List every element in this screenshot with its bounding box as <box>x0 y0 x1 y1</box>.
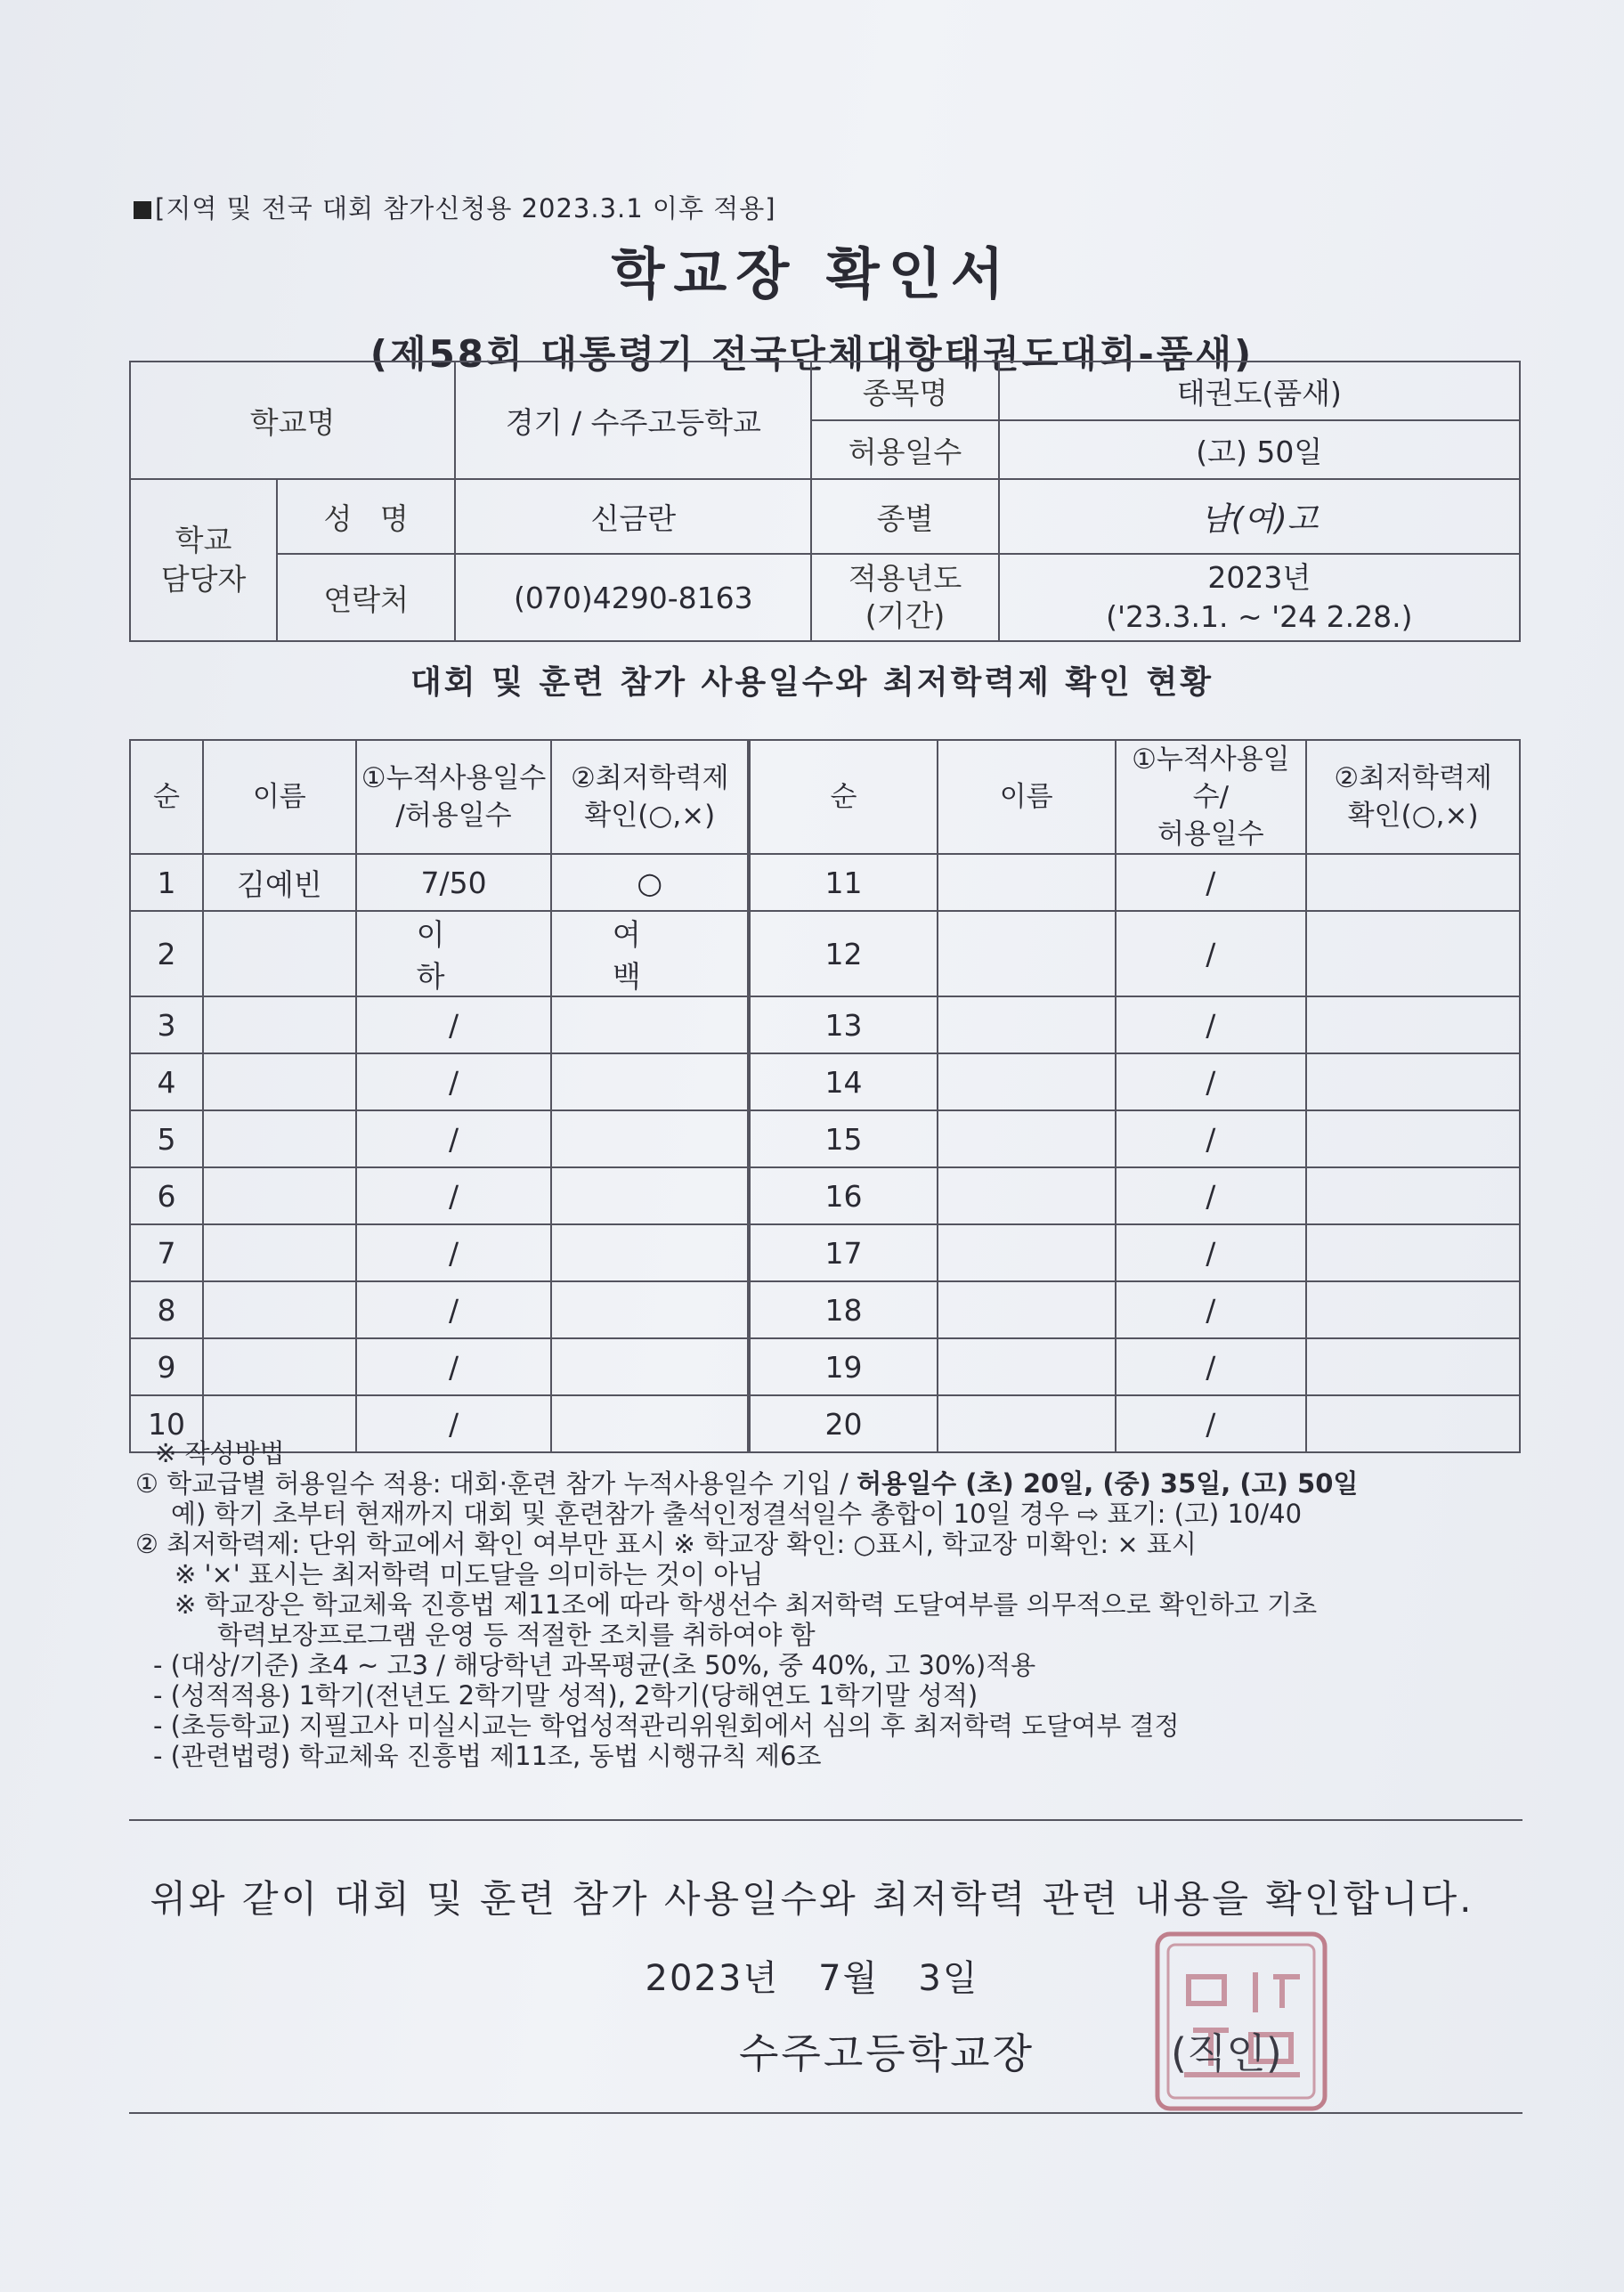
athlete-name-right <box>938 854 1116 911</box>
instruction-2-note-b-cont: 학력보장프로그램 운영 등 적절한 조치를 취하여야 함 <box>217 1620 816 1650</box>
sport-value: 태권도(품새) <box>999 362 1520 420</box>
year-value <box>999 554 1520 641</box>
days-used: / <box>356 1281 552 1338</box>
header-no: 순 <box>130 740 203 854</box>
header-check-line1: ②최저학력제 <box>571 762 729 794</box>
year-label-line1: 적용년도 <box>848 561 962 596</box>
header-check-line2: 확인(○,×) <box>584 800 716 832</box>
academic-check <box>551 1338 749 1395</box>
days-used <box>356 911 552 996</box>
detail-law: - (관련법령) 학교체육 진흥법 제11조, 동법 시행규칙 제6조 <box>153 1741 822 1771</box>
academic-check-right <box>1306 911 1520 996</box>
days-used-right: / <box>1116 1281 1307 1338</box>
gender-label: 종별 <box>811 479 998 554</box>
table-body <box>130 854 1520 1452</box>
section-title: 대회 및 훈련 참가 사용일수와 최저학력제 확인 현황 <box>410 664 1214 701</box>
row-number-right: 15 <box>749 1110 938 1167</box>
days-used-right: / <box>1116 1338 1307 1395</box>
days-used-right: / <box>1116 854 1307 911</box>
athlete-name <box>203 996 356 1053</box>
manager-label-line1: 학교 <box>175 523 232 557</box>
year-label-line2: (기간) <box>865 598 946 633</box>
academic-check <box>551 1281 749 1338</box>
year-value-line2: ('23.3.1. ~ '24 2.28.) <box>1106 599 1413 634</box>
athlete-name <box>203 911 356 996</box>
athlete-name <box>203 1053 356 1110</box>
row-number: 8 <box>130 1281 203 1338</box>
row-number-right: 17 <box>749 1224 938 1281</box>
academic-check-right <box>1306 1053 1520 1110</box>
athlete-name-right <box>938 996 1116 1053</box>
header-days <box>356 740 552 854</box>
row-number-right: 19 <box>749 1338 938 1395</box>
athlete-name-right <box>938 1281 1116 1338</box>
school-name-value: 경기 / 수주고등학교 <box>455 362 811 479</box>
academic-check <box>551 1053 749 1110</box>
header-days-line1: ①누적사용일수 <box>361 762 547 794</box>
days-used: 7/50 <box>356 854 552 911</box>
header-days-right-line1: ①누적사용일수/ <box>1132 744 1290 813</box>
days-used-right: / <box>1116 911 1307 996</box>
row-number: 2 <box>130 911 203 996</box>
blank-marker-below: 이 하 <box>416 917 491 994</box>
athlete-name-right <box>938 1224 1116 1281</box>
blank-marker-space: 여 백 <box>612 917 687 994</box>
days-used: / <box>356 1110 552 1167</box>
instruction-2-note-a: ※ '×' 표시는 최저학력 미도달을 의미하는 것이 아님 <box>175 1559 764 1589</box>
athlete-name <box>203 1167 356 1224</box>
days-used-right: / <box>1116 1167 1307 1224</box>
gender-value: 남(여)고 <box>999 479 1520 554</box>
academic-check-right <box>1306 1224 1520 1281</box>
form-usage-note <box>134 189 776 225</box>
row-number-right: 20 <box>749 1395 938 1452</box>
days-used: / <box>356 1224 552 1281</box>
year-label <box>811 554 998 641</box>
academic-check-right <box>1306 1110 1520 1167</box>
academic-check-right <box>1306 1338 1520 1395</box>
instructions <box>135 1438 1358 1771</box>
manager-label <box>130 479 277 641</box>
table-row <box>130 1110 1520 1167</box>
days-used-right: / <box>1116 996 1307 1053</box>
manager-label-line2: 담당자 <box>160 562 247 597</box>
header-days-right-line2: 허용일수 <box>1157 818 1264 850</box>
year-value-line1: 2023년 <box>1207 560 1311 595</box>
confirmation-statement: 위와 같이 대회 및 훈련 참가 사용일수와 최저학력 관련 내용을 확인합니다. <box>150 1877 1474 1921</box>
days-used-right: / <box>1116 1110 1307 1167</box>
header-days-right <box>1116 740 1307 854</box>
row-number: 5 <box>130 1110 203 1167</box>
header-days-line2: /허용일수 <box>395 800 512 832</box>
row-number: 6 <box>130 1167 203 1224</box>
divider-bottom <box>129 2112 1522 2114</box>
row-number: 4 <box>130 1053 203 1110</box>
academic-check <box>551 1167 749 1224</box>
row-number-right: 12 <box>749 911 938 996</box>
instruction-1-bold: 허용일수 (초) 20일, (중) 35일, (고) 50일 <box>857 1468 1359 1499</box>
athlete-name <box>203 1281 356 1338</box>
header-check <box>551 740 749 854</box>
academic-check <box>551 1110 749 1167</box>
confirmation-date: 2023년 7월 3일 <box>645 1958 979 1999</box>
detail-target: - (대상/기준) 초4 ~ 고3 / 해당학년 과목평균(초 50%, 중 40%, 고 30%)적용 <box>153 1650 1036 1680</box>
contact-name-value: 신금란 <box>455 479 811 554</box>
detail-grades: - (성적적용) 1학기(전년도 2학기말 성적), 2학기(당해연도 1학기말 성적) <box>153 1680 978 1711</box>
table-row <box>130 1167 1520 1224</box>
table-header-row <box>130 740 1520 854</box>
table-row <box>130 854 1520 911</box>
days-used: / <box>356 1338 552 1395</box>
row-number: 10 <box>130 1395 203 1452</box>
athlete-name-right <box>938 1167 1116 1224</box>
square-bullet-icon <box>134 201 151 219</box>
days-used: / <box>356 1053 552 1110</box>
row-number-right: 18 <box>749 1281 938 1338</box>
table-row <box>130 1053 1520 1110</box>
document-title: 학교장 확인서 <box>611 241 1013 306</box>
row-number: 7 <box>130 1224 203 1281</box>
days-used-right: / <box>1116 1053 1307 1110</box>
sport-label: 종목명 <box>811 362 998 420</box>
event-title: (제58회 대통령기 전국단체대항태권도대회-품새) <box>369 332 1255 376</box>
row-number: 9 <box>130 1338 203 1395</box>
contact-phone-label: 연락처 <box>277 554 455 641</box>
contact-name-label-text: 성 명 <box>323 500 409 536</box>
academic-check <box>551 996 749 1053</box>
divider-top <box>129 1819 1522 1821</box>
header-name-right: 이름 <box>938 740 1116 854</box>
contact-phone-value: (070)4290-8163 <box>455 554 811 641</box>
header-check-right-line2: 확인(○,×) <box>1347 800 1479 832</box>
instruction-1 <box>135 1468 1358 1499</box>
table-row <box>130 911 1520 996</box>
school-info-table <box>129 361 1521 642</box>
row-number: 1 <box>130 854 203 911</box>
academic-check-right <box>1306 854 1520 911</box>
form-usage-note-text: [지역 및 전국 대회 참가신청용 2023.3.1 이후 적용] <box>155 193 776 224</box>
athlete-name-right <box>938 1110 1116 1167</box>
instructions-heading: ※ 작성방법 <box>155 1438 285 1468</box>
athlete-table <box>129 739 1521 1453</box>
academic-check <box>551 1224 749 1281</box>
table-row <box>130 996 1520 1053</box>
table-row <box>130 1338 1520 1395</box>
allowed-days-label: 허용일수 <box>811 420 998 479</box>
allowed-days-value: (고) 50일 <box>999 420 1520 479</box>
instruction-2-note-b: ※ 학교장은 학교체육 진흥법 제11조에 따라 학생선수 최저학력 도달여부를 의무적으로 확인하고 기초 <box>175 1589 1318 1620</box>
row-number-right: 14 <box>749 1053 938 1110</box>
table-row <box>130 1224 1520 1281</box>
row-number-right: 16 <box>749 1167 938 1224</box>
days-used: / <box>356 996 552 1053</box>
athlete-name-right <box>938 1053 1116 1110</box>
athlete-name-right <box>938 911 1116 996</box>
athlete-name <box>203 1224 356 1281</box>
days-used: / <box>356 1167 552 1224</box>
athlete-name <box>203 1110 356 1167</box>
athlete-name: 김예빈 <box>203 854 356 911</box>
header-check-right-line1: ②최저학력제 <box>1334 762 1492 794</box>
academic-check-right <box>1306 1281 1520 1338</box>
academic-check: ○ <box>551 854 749 911</box>
table-row <box>130 1281 1520 1338</box>
instruction-2: ② 최저학력제: 단위 학교에서 확인 여부만 표시 ※ 학교장 확인: ○표시, 학교장 미확인: × 표시 <box>135 1529 1197 1559</box>
detail-elementary: - (초등학교) 지필고사 미실시교는 학업성적관리위원회에서 심의 후 최저학력 도달여부 결정 <box>153 1711 1180 1741</box>
instruction-1-example: 예) 학기 초부터 현재까지 대회 및 훈련참가 출석인정결석일수 총합이 10일 경우 ⇨ 표기: (고) 10/40 <box>171 1499 1303 1529</box>
academic-check <box>551 911 749 996</box>
school-name-label: 학교명 <box>130 362 455 479</box>
row-number-right: 11 <box>749 854 938 911</box>
principal-signature: 수주고등학교장 <box>739 2029 1035 2077</box>
academic-check-right <box>1306 996 1520 1053</box>
header-check-right <box>1306 740 1520 854</box>
academic-check-right <box>1306 1167 1520 1224</box>
contact-name-label <box>277 479 455 554</box>
athlete-name <box>203 1338 356 1395</box>
days-used: / <box>356 1395 552 1452</box>
row-number: 3 <box>130 996 203 1053</box>
athlete-name-right <box>938 1338 1116 1395</box>
header-name: 이름 <box>203 740 356 854</box>
seal-label: (직인) <box>1171 2029 1282 2077</box>
days-used-right: / <box>1116 1224 1307 1281</box>
row-number-right: 13 <box>749 996 938 1053</box>
instruction-1-text: ① 학교급별 허용일수 적용: 대회·훈련 참가 누적사용일수 기입 / <box>135 1468 857 1499</box>
header-no-right: 순 <box>749 740 938 854</box>
days-used-right: / <box>1116 1395 1307 1452</box>
